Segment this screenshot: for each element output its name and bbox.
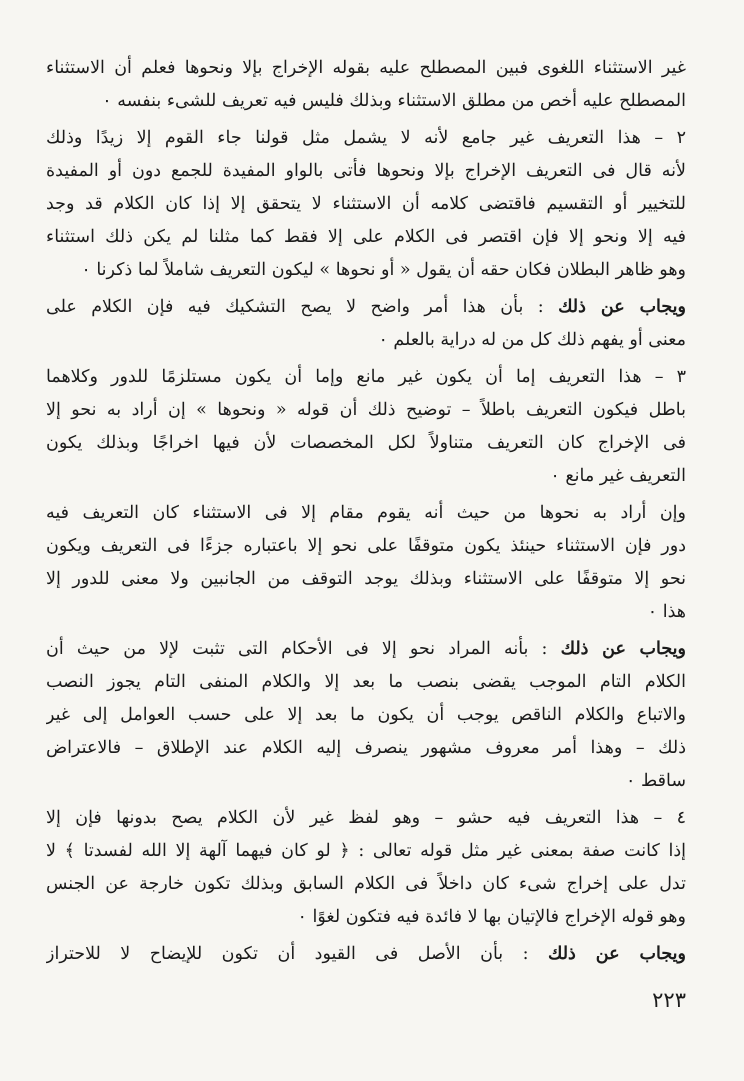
text-line: الكلام التام الموجب يقضى بنصب ما بعد إلا والكلام المنفى التام يجوز النصب	[46, 672, 686, 692]
text-line: ٤ – هذا التعريف فيه حشو – وهو لفظ غير لأن الكلام يصح بدونها فإن إلا	[46, 808, 686, 828]
paragraph-intro	[46, 52, 686, 118]
objection-2	[46, 122, 686, 287]
text-line	[46, 633, 686, 666]
text-line: وهو قوله الإخراج فالإتيان بها لا فائدة فيه فتكون لغوًا ٠	[297, 907, 686, 927]
text-line: معنى أو يفهم ذلك كل من له دراية بالعلم ٠	[378, 330, 686, 350]
text-line: فيه إلا ونحو إلا فإن اقتصر فى الكلام على إلا فقط كما مثلنا لم يكن ذلك استثناء	[46, 227, 686, 247]
reply-heading: ويجاب عن ذلك	[558, 297, 686, 317]
reply-3	[46, 633, 686, 798]
text-line: وإن أراد به نحوها من حيث أنه يقوم مقام إلا فى الاستثناء كان التعريف فيه	[46, 503, 686, 523]
text-line: ٢ – هذا التعريف غير جامع لأنه لا يشمل مثل قولنا جاء القوم إلا زيدًا وذلك	[46, 128, 686, 148]
text-line: التعريف غير مانع ٠	[550, 466, 686, 486]
text-line: هذا ٠	[647, 602, 686, 622]
text-line: فى الإخراج كان التعريف متناولاً لكل المخصصات لأن فيها اخراجًا وبذلك يكون	[46, 433, 686, 453]
page-number: ٢٢٣	[652, 988, 686, 1012]
text-line: غير الاستثناء اللغوى فبين المصطلح عليه بقوله الإخراج بإلا ونحوها فعلم أن الاستثناء	[46, 58, 686, 78]
text-line	[46, 291, 686, 324]
text-line: لأنه قال فى التعريف الإخراج بإلا ونحوها فأتى بالواو المفيدة للجمع دون أو المفيدة	[46, 161, 686, 181]
objection-3-continued	[46, 497, 686, 629]
text-line: للتخيير أو التقسيم فاقتضى كلامه أن الاستثناء لا يتحقق إلا إذا كان الكلام قد وجد	[46, 194, 686, 214]
reply-heading: ويجاب عن ذلك	[560, 639, 686, 659]
text-line: ذلك – وهذا أمر معروف مشهور ينصرف إليه الكلام عند الإطلاق – فالاعتراض	[46, 738, 686, 758]
objection-4	[46, 802, 686, 934]
text-line: والاتباع والكلام الناقص يوجب أن يكون ما بعد إلا على حسب العوامل إلى غير	[46, 705, 686, 725]
text-line: ٣ – هذا التعريف إما أن يكون غير مانع وإما أن يكون مستلزمًا للدور وكلاهما	[46, 367, 686, 387]
objection-3	[46, 361, 686, 493]
reply-heading: ويجاب عن ذلك	[547, 944, 686, 964]
text-line: ساقط ٠	[626, 771, 686, 791]
text-span: : بأنه المراد نحو إلا فى الأحكام التى تثبت لإلا من حيث أن	[46, 639, 548, 659]
text-line: إذا كانت صفة بمعنى غير مثل قوله تعالى : ﴿ لو كان فيهما آلهة إلا الله لفسدتا ﴾ لا	[46, 841, 686, 861]
text-line: المصطلح عليه أخص من مطلق الاستثناء وبذلك فليس فيه تعريف للشىء بنفسه ٠	[102, 91, 686, 111]
text-line: باطل فيكون التعريف باطلاً – توضيح ذلك أن قوله « ونحوها » إن أراد به نحو إلا	[46, 400, 686, 420]
text-span: : بأن هذا أمر واضح لا يصح التشكيك فيه فإن الكلام على	[46, 297, 544, 317]
text-span: : بأن الأصل فى القيود أن تكون للإيضاح لا للاحتراز	[46, 944, 529, 964]
text-line: وهو ظاهر البطلان فكان حقه أن يقول « أو نحوها » ليكون التعريف شاملاً لما ذكرنا ٠	[81, 260, 686, 280]
text-line: دور فإن الاستثناء حينئذ يكون متوقفًا على نحو إلا باعتباره جزءًا فى التعريف ويكون	[46, 536, 686, 556]
reply-2	[46, 291, 686, 357]
text-line: نحو إلا متوقفًا على الاستثناء وبذلك يوجد التوقف من الجانبين ولا معنى للدور إلا	[46, 569, 686, 589]
text-line	[46, 938, 686, 971]
text-line: تدل على إخراج شىء كان داخلاً فى الكلام السابق وبذلك تكون خارجة عن الجنس	[46, 874, 686, 894]
reply-4	[46, 938, 686, 971]
